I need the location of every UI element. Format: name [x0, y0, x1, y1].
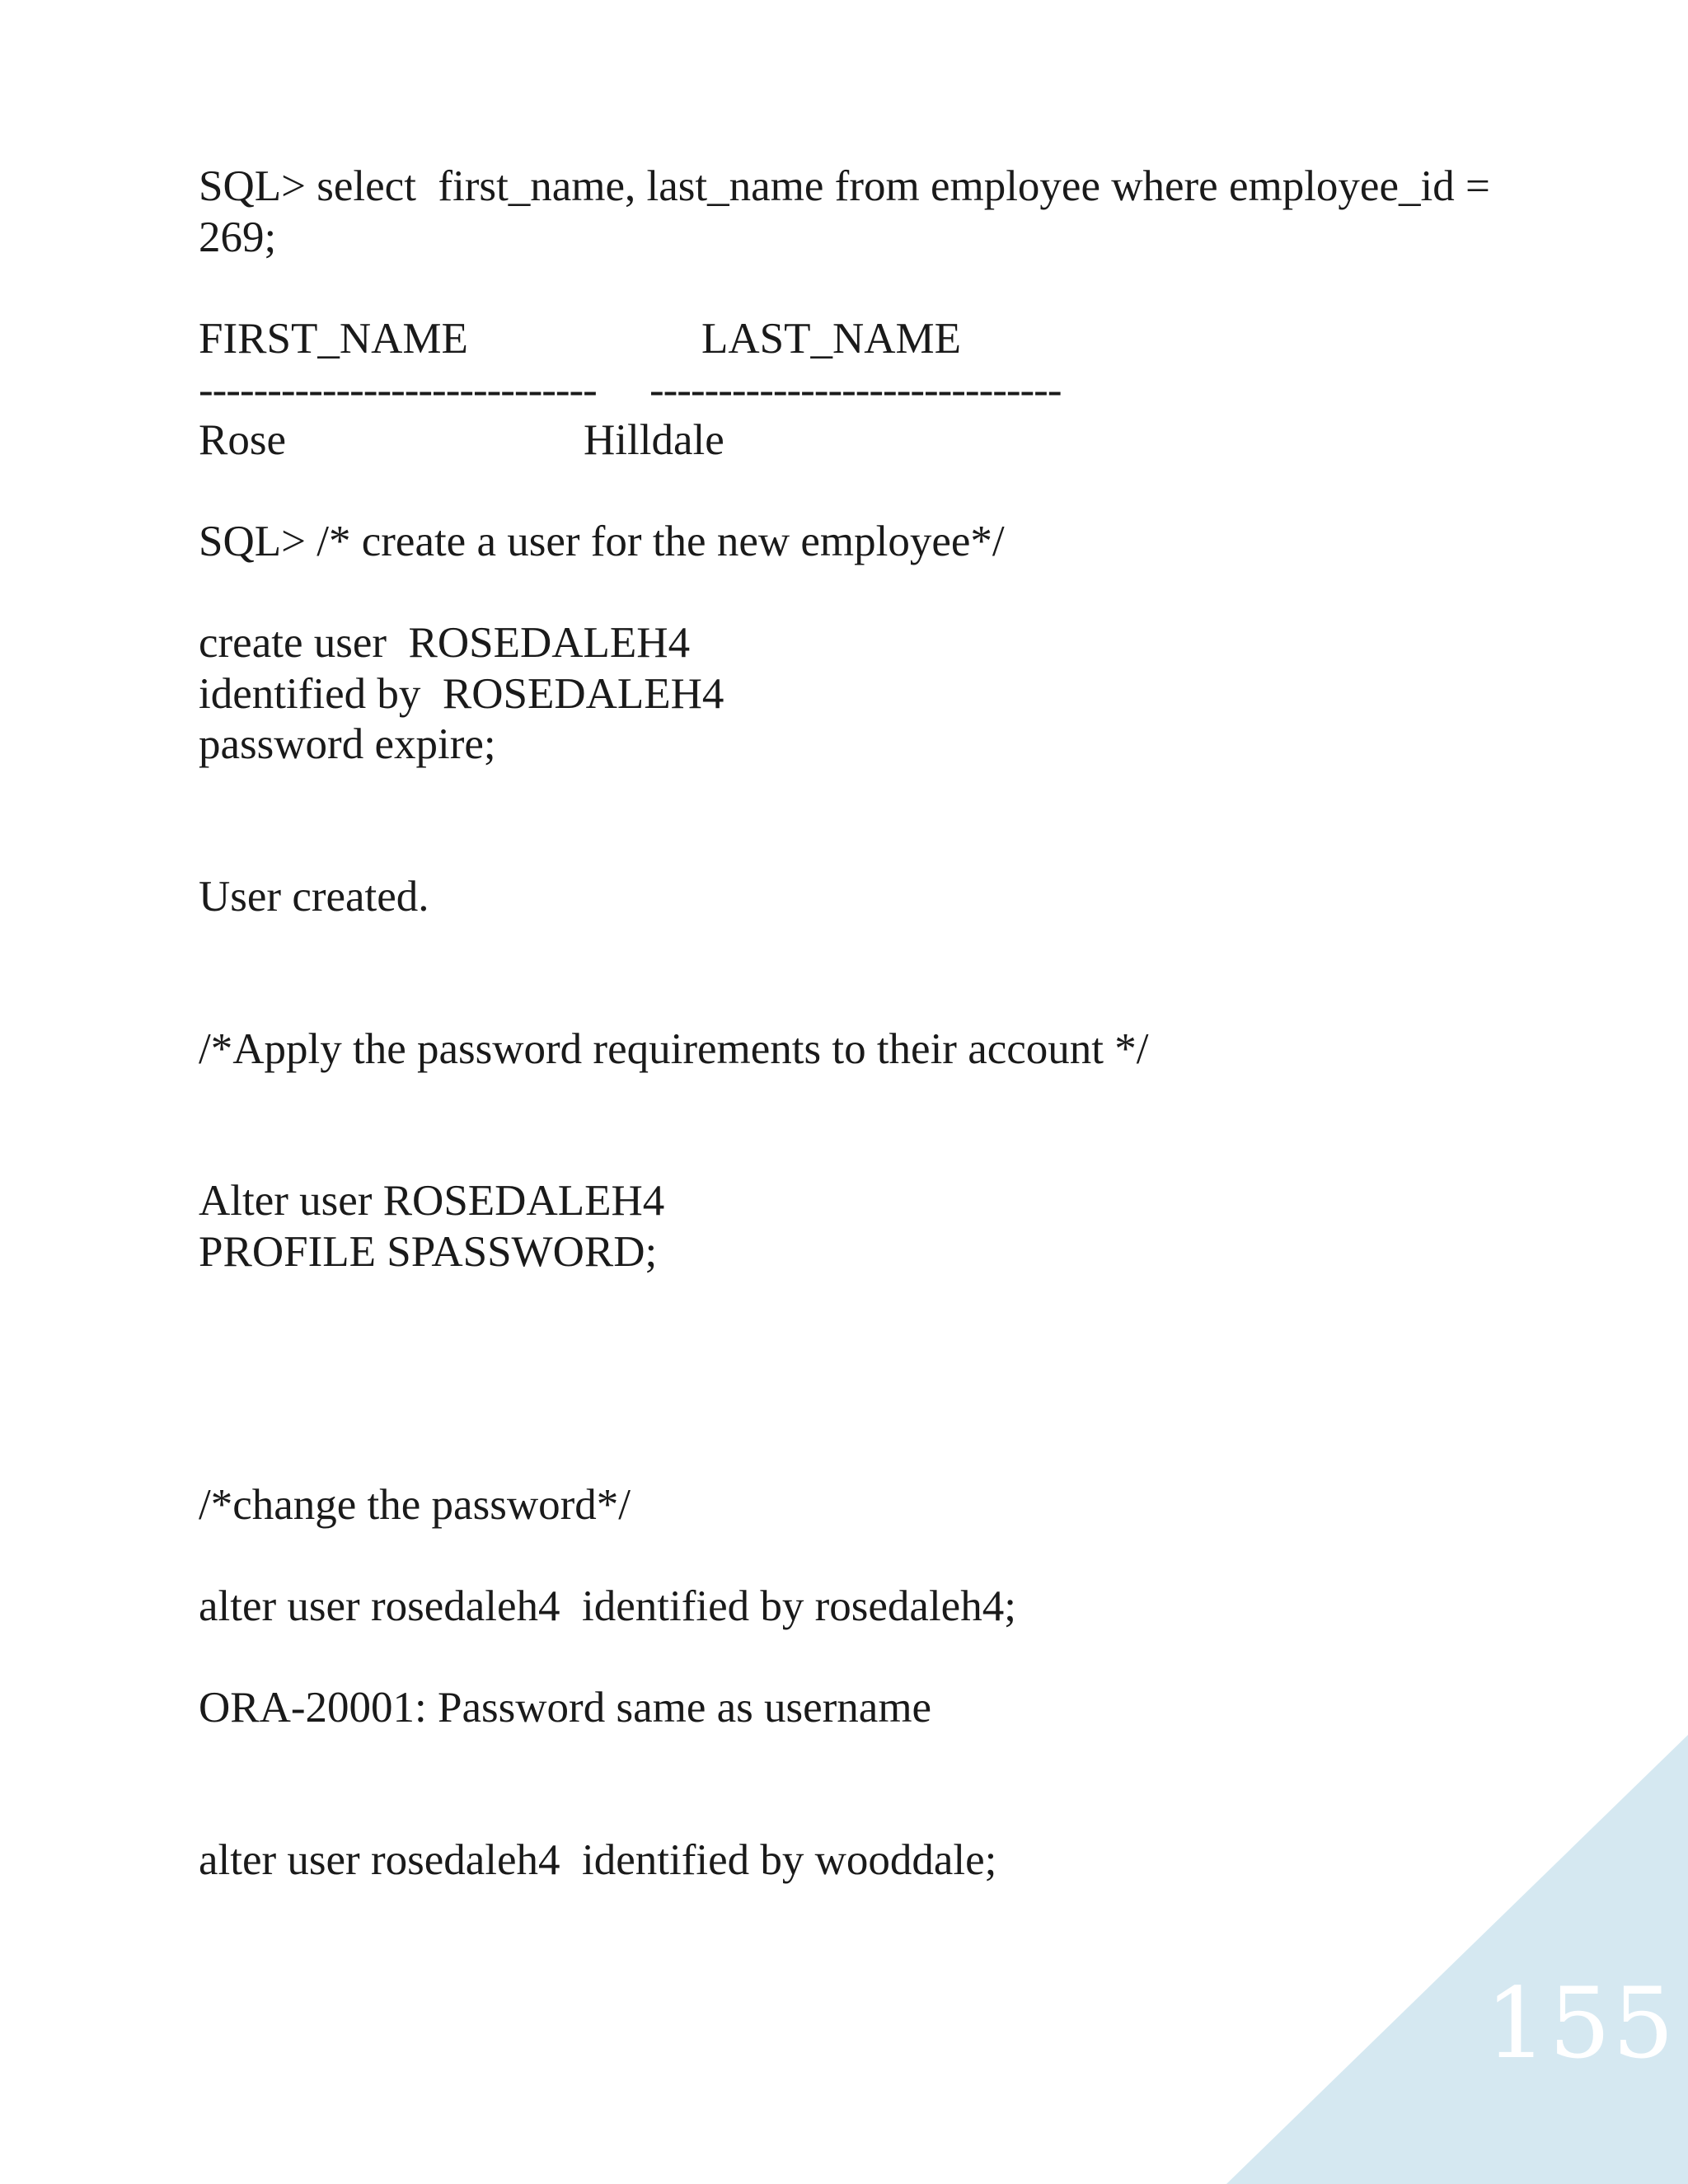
alter-profile-line-2: PROFILE SPASSWORD;: [199, 1228, 658, 1276]
result-separator-first: -----------------------------: [199, 366, 597, 414]
result-cell-last-name: Hilldale: [584, 416, 724, 464]
error-message: ORA-20001: Password same as username: [199, 1684, 932, 1732]
comment-change-password: /*change the password*/: [199, 1481, 631, 1529]
result-header-first-name: FIRST_NAME: [199, 315, 468, 363]
create-user-line-2: identified by ROSEDALEH4: [199, 670, 724, 718]
alter-password-line-2: alter user rosedaleh4 identified by wooddale;: [199, 1836, 997, 1884]
alter-profile-line-1: Alter user ROSEDALEH4: [199, 1177, 665, 1225]
result-separator-second: ------------------------------: [649, 366, 1062, 414]
corner-accent-triangle: [1226, 1735, 1688, 2184]
corner-triangle-shape: [1226, 1735, 1688, 2184]
page-number: 155: [1485, 1966, 1676, 2080]
comment-create-user: SQL> /* create a user for the new employee*/: [199, 518, 1005, 565]
sql-query-line-1: SQL> select first_name, last_name from employee where employee_id =: [199, 162, 1490, 210]
alter-password-line-1: alter user rosedaleh4 identified by rosedaleh4;: [199, 1582, 1016, 1630]
sql-query-line-2: 269;: [199, 213, 277, 261]
comment-apply-requirements: /*Apply the password requirements to their account */: [199, 1025, 1149, 1073]
result-header-last-name: LAST_NAME: [701, 315, 962, 363]
create-user-line-1: create user ROSEDALEH4: [199, 619, 691, 667]
user-created-message: User created.: [199, 873, 429, 921]
create-user-line-3: password expire;: [199, 720, 496, 768]
result-cell-first-name: Rose: [199, 416, 286, 464]
